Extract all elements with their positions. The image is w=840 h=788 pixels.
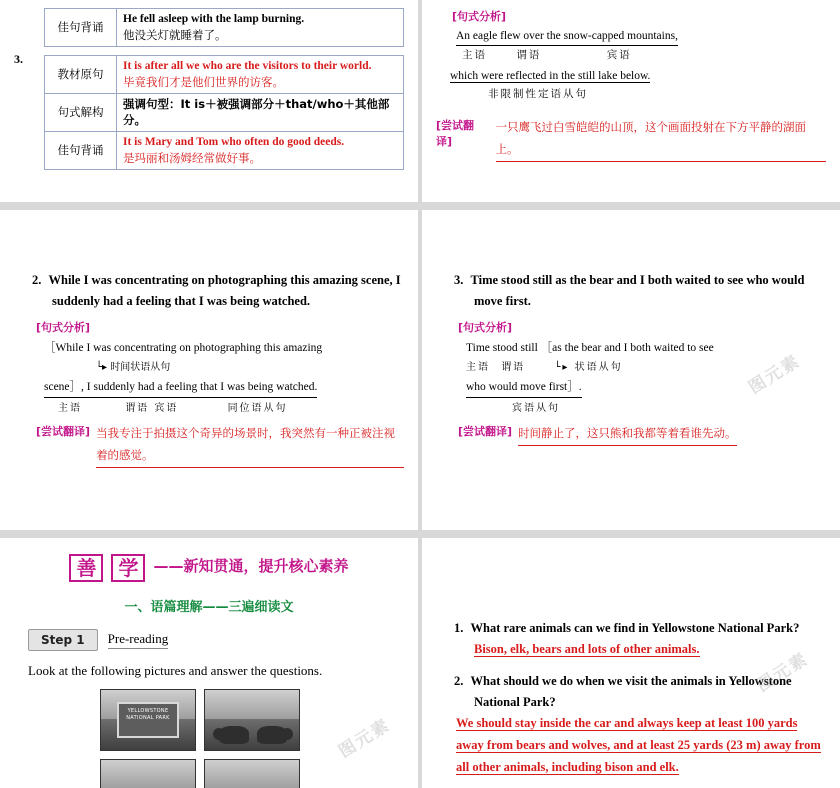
sentence-main: An eagle flew over the snow-capped mountains,	[456, 28, 678, 46]
row-label: 佳句背诵	[45, 132, 117, 170]
question-sentence	[32, 270, 404, 311]
step-header	[28, 629, 418, 651]
row-chinese: 他没关灯就睡着了。	[123, 27, 227, 42]
question-sentence	[454, 270, 826, 311]
translation-text: 时间静止了，这只熊和我都等着看谁先动。	[518, 423, 737, 446]
row-label: 教材原句	[45, 56, 117, 94]
watermark: 图元素	[335, 715, 395, 763]
gutter	[0, 530, 840, 538]
photo-crowd	[204, 759, 300, 788]
row-content: 强调句型：It is＋被强调部分＋that/who＋其他部分。	[117, 94, 404, 132]
photo-grid	[100, 689, 418, 788]
table-row	[45, 94, 404, 132]
row-chinese: 毕竟我们才是他们世界的访客。	[123, 74, 284, 89]
tag-predicate: 谓语	[501, 361, 526, 373]
translation-text: 一只鹰飞过白雪皑皑的山顶，这个画面投射在下方平静的湖面上。	[496, 117, 826, 162]
tag-relative-clause: 非限制性定语从句	[488, 88, 588, 101]
item-number: 1.	[454, 621, 464, 635]
row-english: It is after all we who are the visitors to their world.	[123, 60, 372, 73]
analysis-line-2: scene］, I suddenly had a feeling that I was being watched.	[44, 378, 317, 399]
sentence-table-top	[44, 8, 404, 47]
table-row	[45, 9, 404, 47]
item-number: 3.	[454, 273, 464, 287]
answer-text: We should stay inside the car and always keep at least 100 yards away from bears and wolves, and at least 25 yards (23 m) away from all other animals, including bison and elk.	[456, 716, 821, 774]
panel-mid-left	[0, 210, 418, 530]
photo-park-sign	[100, 689, 196, 751]
badge-xue: 学	[111, 554, 145, 582]
item-number: 3.	[14, 52, 23, 66]
bison-shape	[219, 726, 249, 744]
translate-label: [尝试翻译]	[436, 119, 475, 148]
table-row	[45, 56, 404, 94]
translate-label: [尝试翻译]	[36, 425, 91, 439]
park-sign-text: YELLOWSTONE NATIONAL PARK	[117, 702, 179, 738]
sentence-table-3	[44, 55, 404, 170]
row-label: 句式解构	[45, 94, 117, 132]
analysis-arrow-1: └▸ 时间状语从句	[96, 361, 171, 373]
question-text: What should we do when we visit the animals in Yellowstone National Park?	[470, 673, 792, 709]
step-badge: Step 1	[28, 629, 98, 651]
tag-predicate-object: 谓语 宾语	[125, 403, 179, 415]
badge-shan: 善	[69, 554, 103, 582]
panel-bottom-left	[0, 538, 418, 788]
analysis-line-2: who would move first］.	[466, 378, 582, 399]
section-subtitle: 一、语篇理解——三遍细读文	[124, 600, 294, 615]
answer-text: Bison, elk, bears and lots of other animals.	[474, 642, 700, 657]
sentence-sub: which were reflected in the still lake below.	[450, 70, 651, 82]
photo-car-road	[100, 759, 196, 788]
panel-top-left	[0, 0, 418, 202]
section-title	[0, 554, 418, 582]
panel-top-right	[422, 0, 840, 202]
row-english: He fell asleep with the lamp burning.	[123, 13, 305, 25]
panel-mid-right: 3. Time stood still as the bear and I both waited to see who would move first. [句式分析] Time stood still ［as the bear and I both waited to see 主语 谓语 └▸ 状语从句 who would move first］. 宾语从句 [尝试翻译] 时间静止了，这只熊和我都等着看谁先动。 图元素	[422, 210, 840, 530]
tag-object-clause: 宾语从句	[512, 403, 560, 415]
question-item	[454, 618, 826, 639]
tag-subject: 主语	[58, 403, 82, 415]
instruction-text: Look at the following pictures and answer the questions.	[28, 663, 323, 678]
question-item	[454, 671, 826, 714]
watermark: 图元素	[745, 351, 805, 399]
row-content	[117, 132, 404, 170]
tag-appositive-clause: 同位语从句	[227, 403, 288, 415]
sentence-text: While I was concentrating on photographing this amazing scene, I suddenly had a feeling that I was being watched.	[48, 273, 401, 308]
gutter	[0, 202, 840, 210]
watermark: 图元素	[753, 649, 813, 697]
row-label: 佳句背诵	[45, 9, 117, 47]
row-chinese: 是玛丽和汤姆经常做好事。	[123, 150, 261, 165]
analysis-arrow-1: └▸	[554, 361, 570, 373]
translate-label: [尝试翻译]	[458, 425, 513, 439]
analysis-line-1: ［While I was concentrating on photographing this amazing	[44, 342, 323, 355]
tag-subject: 主语	[462, 49, 487, 62]
tag-subject: 主语	[466, 361, 490, 373]
item-number: 2.	[32, 273, 42, 287]
bison-shape	[257, 726, 287, 744]
analysis-label: [句式分析]	[458, 321, 513, 335]
section-title-text: ——新知贯通，提升核心素养	[153, 557, 349, 575]
row-content	[117, 9, 404, 47]
tag-object: 宾语	[606, 49, 632, 62]
question-text: What rare animals can we find in Yellowstone National Park?	[470, 621, 800, 635]
analysis-label: [句式分析]	[36, 321, 91, 335]
row-content	[117, 56, 404, 94]
translation-text: 当我专注于拍摄这个奇异的场景时，我突然有一种正被注视着的感觉。	[96, 423, 404, 468]
panel-bottom-right	[422, 538, 840, 788]
step-name: Pre-reading	[108, 631, 169, 649]
analysis-label: [句式分析]	[452, 10, 507, 23]
table-row	[45, 132, 404, 170]
sentence-text: Time stood still as the bear and I both waited to see who would move first.	[470, 273, 805, 308]
row-english: It is Mary and Tom who often do good deeds.	[123, 136, 345, 149]
tag-predicate: 谓语	[516, 49, 542, 62]
item-number: 2.	[454, 673, 464, 688]
photo-bison	[204, 689, 300, 751]
analysis-line-1: Time stood still ［as the bear and I both waited to see	[466, 342, 714, 355]
